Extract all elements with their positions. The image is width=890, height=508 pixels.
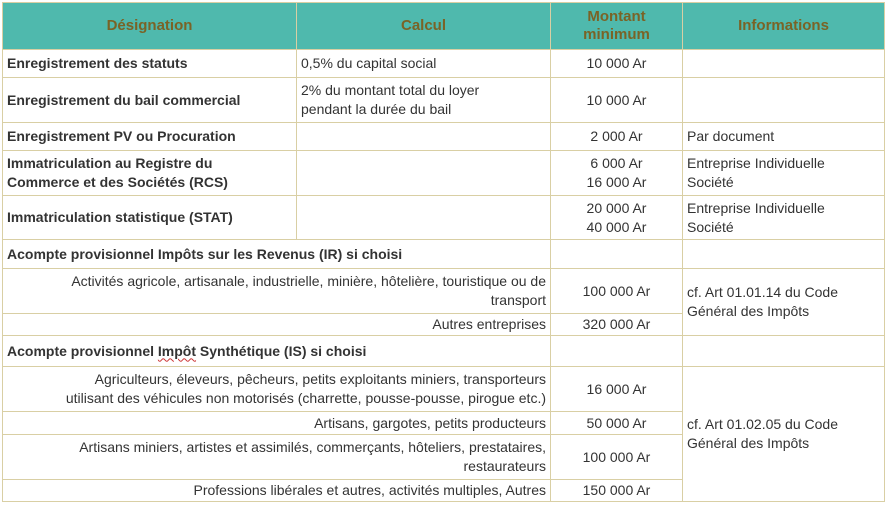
designation-line1: Immatriculation au Registre du — [7, 155, 213, 171]
table-row — [3, 151, 885, 196]
info-cell — [683, 151, 885, 196]
header-montant-line1: Montant — [587, 8, 646, 25]
designation-cell — [3, 151, 297, 196]
activity-cell: Artisans, gargotes, petits producteurs — [3, 412, 551, 435]
activity-cell — [3, 435, 551, 480]
calcul-line2: pendant la durée du bail — [301, 101, 452, 117]
montant-cell: 150 000 Ar — [551, 480, 683, 502]
table-row — [3, 269, 885, 314]
montant-cell: 50 000 Ar — [551, 412, 683, 435]
calcul-cell — [297, 196, 551, 240]
activity-cell: Autres entreprises — [3, 314, 551, 336]
activity-cell — [3, 367, 551, 412]
montant-cell: 16 000 Ar — [551, 367, 683, 412]
info-line1: Entreprise Individuelle — [687, 155, 825, 171]
activity-cell: Professions libérales et autres, activités multiples, Autres — [3, 480, 551, 502]
table-row — [3, 196, 885, 240]
section-row-is — [3, 336, 885, 367]
info-line2: Société — [687, 218, 734, 235]
header-designation: Désignation — [3, 3, 297, 50]
calcul-cell: 0,5% du capital social — [297, 50, 551, 78]
montant-cell: 10 000 Ar — [551, 78, 683, 123]
activity-cell — [3, 269, 551, 314]
info-line1: cf. Art 01.01.14 du Code — [687, 284, 838, 300]
calcul-cell — [297, 123, 551, 151]
header-calcul: Calcul — [297, 3, 551, 50]
designation-line2: Commerce et des Sociétés (RCS) — [7, 174, 228, 190]
montant-cell: 100 000 Ar — [551, 269, 683, 314]
calcul-cell — [297, 151, 551, 196]
montant-cell — [551, 240, 683, 269]
info-line1: cf. Art 01.02.05 du Code — [687, 416, 838, 432]
section-title-is-part3: Synthétique (IS) si choisi — [196, 342, 367, 359]
activity-line1: Agriculteurs, éleveurs, pêcheurs, petits exploitants miniers, transporteurs — [94, 371, 546, 387]
table-row — [3, 367, 885, 412]
designation-cell: Enregistrement du bail commercial — [3, 78, 297, 123]
montant-cell — [551, 151, 683, 196]
calcul-cell — [297, 78, 551, 123]
info-cell: Par document — [683, 123, 885, 151]
activity-line1: Activités agricole, artisanale, industrielle, minière, hôtelière, touristique ou de — [71, 273, 546, 289]
section-title-is — [3, 336, 551, 367]
info-cell-is — [683, 367, 885, 502]
montant-line2: 40 000 Ar — [586, 218, 647, 235]
calcul-line1: 2% du montant total du loyer — [301, 82, 480, 98]
montant-cell: 320 000 Ar — [551, 314, 683, 336]
designation-cell: Enregistrement des statuts — [3, 50, 297, 78]
montant-cell — [551, 196, 683, 240]
activity-line2: restaurateurs — [463, 458, 546, 474]
info-line2: Général des Impôts — [687, 435, 810, 451]
info-line2: Général des Impôts — [687, 303, 810, 319]
info-line2: Société — [687, 174, 734, 190]
header-row — [3, 3, 885, 50]
activity-line2: transport — [490, 292, 546, 308]
montant-cell: 10 000 Ar — [551, 50, 683, 78]
header-montant — [551, 3, 683, 50]
info-cell — [683, 196, 885, 240]
montant-line1: 6 000 Ar — [590, 155, 643, 171]
montant-line1: 20 000 Ar — [586, 199, 647, 216]
fees-table — [2, 2, 885, 502]
section-title-ir: Acompte provisionnel Impôts sur les Revenus (IR) si choisi — [3, 240, 551, 269]
montant-cell — [551, 336, 683, 367]
header-informations: Informations — [683, 3, 885, 50]
designation-cell: Enregistrement PV ou Procuration — [3, 123, 297, 151]
info-cell-ir — [683, 269, 885, 336]
montant-line2: 16 000 Ar — [586, 174, 647, 190]
montant-cell: 100 000 Ar — [551, 435, 683, 480]
designation-cell: Immatriculation statistique (STAT) — [3, 196, 297, 240]
table-row — [3, 78, 885, 123]
table-row — [3, 123, 885, 151]
activity-line1: Artisans miniers, artistes et assimilés, commerçants, hôteliers, prestataires, — [79, 439, 546, 455]
section-title-is-part1: Acompte provisionnel — [7, 342, 158, 359]
section-row-ir — [3, 240, 885, 269]
info-cell — [683, 336, 885, 367]
table-row — [3, 50, 885, 78]
info-cell — [683, 50, 885, 78]
activity-line2: utilisant des véhicules non motorisés (charrette, pousse-pousse, pirogue etc.) — [65, 390, 546, 406]
header-montant-line2: minimum — [583, 26, 650, 43]
montant-cell: 2 000 Ar — [551, 123, 683, 151]
info-line1: Entreprise Individuelle — [687, 199, 825, 216]
info-cell — [683, 240, 885, 269]
section-title-is-part2: Impôt — [157, 342, 197, 359]
info-cell — [683, 78, 885, 123]
